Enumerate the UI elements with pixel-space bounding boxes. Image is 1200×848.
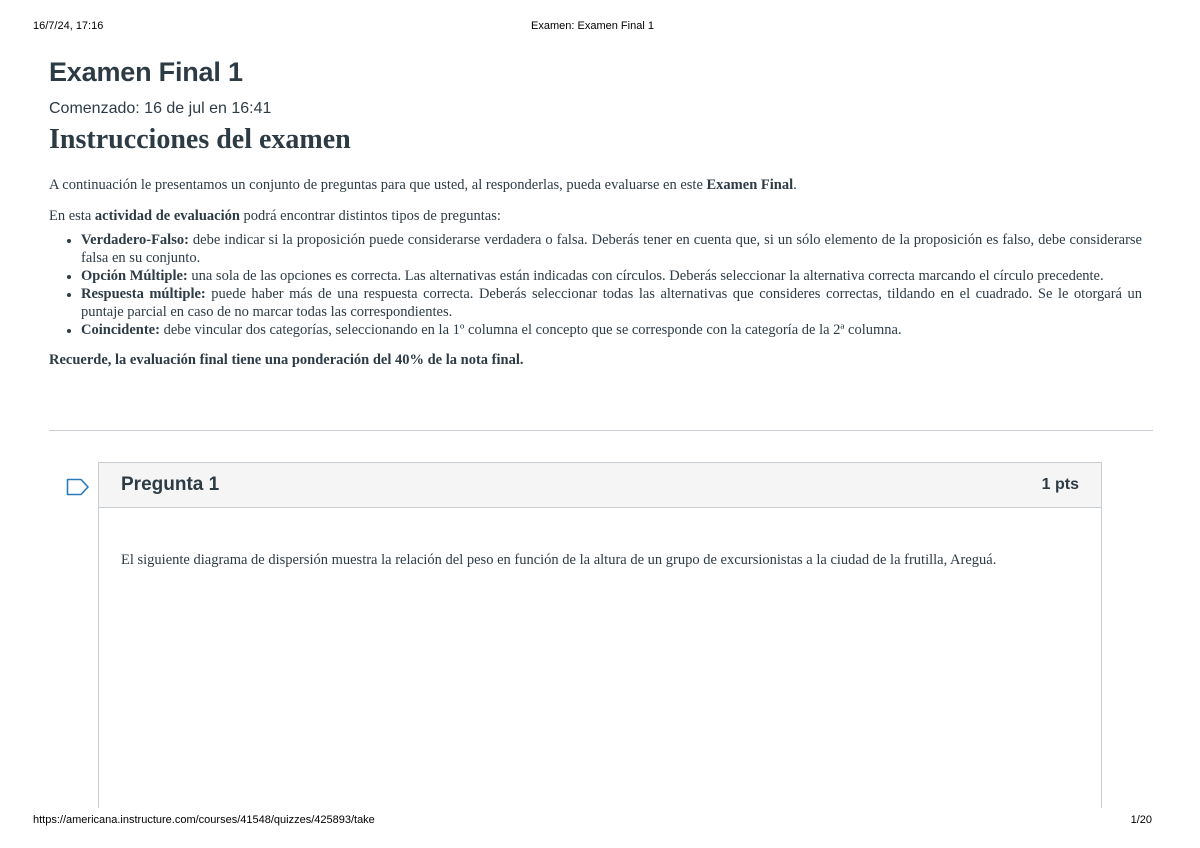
print-footer [33, 814, 1152, 830]
intro-text: A continuación le presentamos un conjunto de preguntas para que usted, al responderlas, pueda evaluarse en este [49, 177, 707, 193]
question-card [98, 462, 1102, 808]
started-timestamp: Comenzado: 16 de jul en 16:41 [49, 100, 272, 117]
print-url: https://americana.instructure.com/courses/41548/quizzes/425893/take [33, 814, 375, 826]
instructions-intro [49, 176, 1153, 194]
list-item-text: debe vincular dos categorías, seleccionando en la 1º columna el concepto que se corresponde con la categoría de la 2ª columna. [159, 322, 902, 338]
instructions-heading: Instrucciones del examen [49, 124, 351, 155]
list-item-term: Opción Múltiple: [81, 268, 188, 284]
list-item-term: Respuesta múltiple: [81, 286, 206, 302]
print-title: Examen: Examen Final 1 [531, 20, 654, 32]
question-points: 1 pts [1041, 476, 1079, 493]
question-types-list [49, 231, 1153, 339]
list-item [81, 267, 1142, 285]
print-header [33, 20, 1152, 36]
list-item [81, 231, 1142, 267]
print-date: 16/7/24, 17:16 [33, 20, 104, 32]
intro-end: . [793, 177, 797, 193]
list-item-text: puede haber más de una respuesta correcta. Deberás seleccionar todas las alternativas que consideres correctas, tildando en el cuadrado. Se le otorgará un puntaje parcial en caso de no marcar todas las correspondientes. [81, 286, 1142, 320]
types-intro-start: En esta [49, 208, 95, 224]
list-item-text: debe indicar si la proposición puede considerarse verdadera o falsa. Deberás tener en cuenta que, si un sólo elemento de la proposición es falso, debe considerarse falsa en su conjunto. [81, 232, 1142, 266]
types-intro-end: podrá encontrar distintos tipos de preguntas: [239, 208, 501, 224]
intro-bold: Examen Final [706, 177, 794, 193]
flag-icon[interactable] [66, 478, 90, 496]
question-title: Pregunta 1 [121, 474, 220, 495]
list-item-term: Coincidente: [81, 322, 160, 338]
grading-reminder: Recuerde, la evaluación final tiene una ponderación del 40% de la nota final. [49, 352, 524, 368]
list-item-text: una sola de las opciones es correcta. Las alternativas están indicadas con círculos. Deberás seleccionar la alternativa correcta marcando el círculo precedente. [187, 268, 1104, 284]
list-item [81, 321, 1142, 339]
print-page-number: 1/20 [1130, 814, 1152, 826]
quiz-title: Examen Final 1 [49, 57, 243, 87]
question-header [99, 463, 1101, 508]
instructions-types-intro [49, 207, 1153, 225]
list-item-term: Verdadero-Falso: [81, 232, 189, 248]
list-item [81, 285, 1142, 321]
types-intro-bold: actividad de evaluación [94, 208, 240, 224]
section-divider [49, 430, 1153, 431]
quiz-content [49, 52, 1153, 369]
question-text: El siguiente diagrama de dispersión muestra la relación del peso en función de la altura de un grupo de excursionistas a la ciudad de la frutilla, Areguá. [121, 552, 997, 568]
